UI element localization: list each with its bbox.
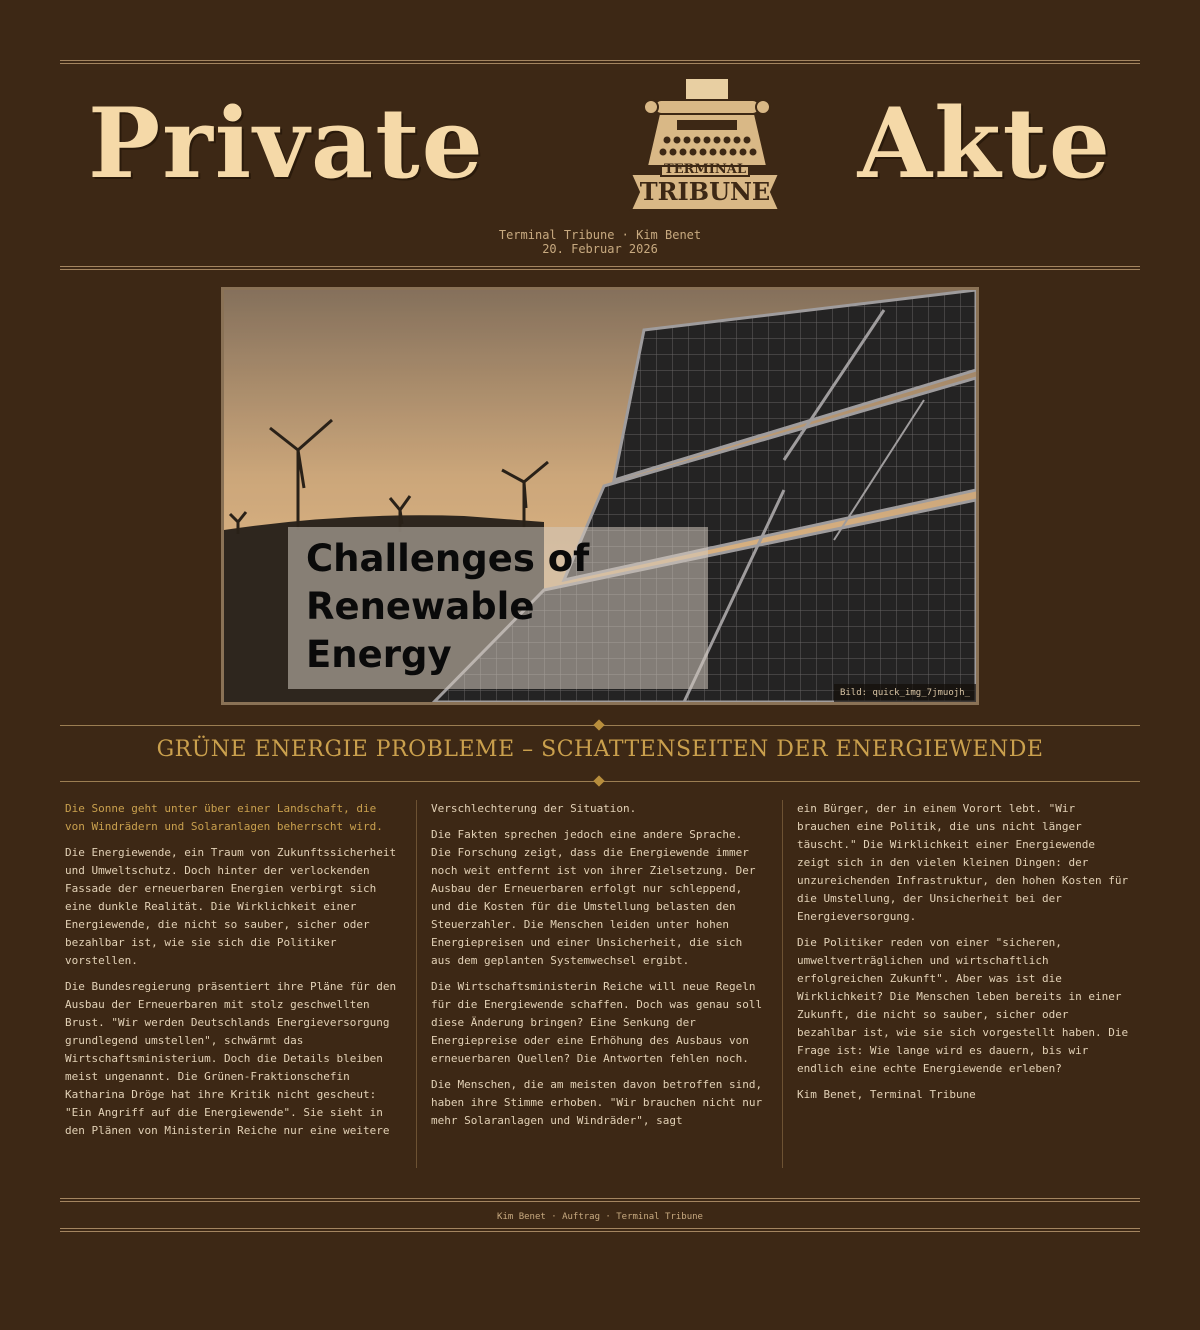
headline-block [60,722,1140,784]
hero-image [221,287,979,705]
article-paragraph: Die Fakten sprechen jedoch eine andere Sprache. Die Forschung zeigt, dass die Energiewende immer noch weit entfernt ist von ihrer Zielsetzung. Der Ausbau der Erneuerbaren erfolgt nur schleppend, und die Kosten für die Umstellung belasten den Steuerzahler. Die Menschen leiden unter hohen Energiepreisen und einer Unsicherheit, die sich aus dem geplanten Systemwechsel ergibt. [431,828,756,967]
footer-rule-top [60,1198,1140,1202]
article-column-2 [431,800,767,1138]
article-signature: Kim Benet, Terminal Tribune [797,1088,976,1101]
article-paragraph: Verschlechterung der Situation. [431,802,637,815]
diamond-ornament-bottom [593,775,604,786]
logo-line-2: TRIBUNE [639,177,771,206]
byline [60,228,1140,256]
footer-rule-bottom [60,1228,1140,1232]
article-lead: Die Sonne geht unter über einer Landschaft, die von Windrädern und Solaranlagen beherrscht wird. [65,802,383,833]
article-paragraph: Die Menschen, die am meisten davon betroffen sind, haben ihre Stimme erhoben. "Wir brauchen nicht nur mehr Solaranlagen und Windräder", sagt [431,1078,763,1127]
diamond-ornament-top [593,719,604,730]
article-headline: GRÜNE ENERGIE PROBLEME – SCHATTENSEITEN DER ENERGIEWENDE [156,737,1044,762]
hero-title: Challenges of Renewable Energy [288,527,708,689]
column-divider [782,800,783,1168]
article-paragraph: Die Wirtschaftsministerin Reiche will neue Regeln für die Energiewende schaffen. Doch was genau soll diese Änderung bringen? Eine Senkung der Energiepreise oder eine Erhöhung des Ausbaus von erneuerbaren Quellen? Die Antworten fehlen noch. [431,980,763,1065]
byline-author: Terminal Tribune · Kim Benet [498,228,702,242]
masthead [60,64,1140,256]
column-divider [416,800,417,1168]
masthead-title-right: Akte [857,87,1112,200]
byline-date: 20. Februar 2026 [542,242,658,256]
masthead-title-left: Private [88,87,485,200]
footer-text: Kim Benet · Auftrag · Terminal Tribune [497,1212,703,1222]
article-column-3 [797,800,1133,1112]
article-paragraph: Die Bundesregierung präsentiert ihre Pläne für den Ausbau der Erneuerbaren mit stolz geschwellten Brust. "Wir werden Deutschlands Energieversorgung grundlegend umstellen", schwärmt das Wirtschaftsministerium. Doch die Details bleiben meist ungenannt. Die Grünen-Fraktionschefin Katharina Dröge hat ihre Kritik nicht gescheut: "Ein Angriff auf die Energiewende". Sie sieht in den Plänen von Ministerin Reiche nur eine weitere [65,980,397,1137]
article-paragraph: ein Bürger, der in einem Vorort lebt. "Wir brauchen eine Politik, die uns nicht länger täuscht." Die Wirklichkeit einer Energiewende zeigt sich in den vielen kleinen Dingen: der unzureichenden Infrastruktur, den hohen Kosten für die Umstellung, der Unsicherheit bei der Energieversorgung. [797,802,1129,923]
newspaper-page [60,60,1140,1222]
masthead-rule [60,266,1140,270]
article-paragraph: Die Politiker reden von einer "sicheren, umweltverträglichen und wirtschaftlich erfolgreichen Zukunft". Aber was ist die Wirklichkeit? Die Menschen leben bereits in einer Zukunft, die nicht so sauber, sicher oder bezahlbar ist, wie sie sich vorgestellt haben. Die Frage ist: Wie lange wird es dauern, bis wir endlich eine echte Energiewende erleben? [797,936,1129,1075]
terminal-tribune-logo [625,74,785,220]
image-credit: Bild: quick_img_7jmuojh_ [834,684,976,702]
article-column-1 [65,800,401,1148]
logo-line-1: TERMINAL [664,162,746,177]
article-paragraph: Die Energiewende, ein Traum von Zukunftssicherheit und Umweltschutz. Doch hinter der verlockenden Fassade der erneuerbaren Energien verbirgt sich eine dunkle Realität. Die Wirklichkeit einer Energiewende, die nicht so sauber, sicher oder bezahlbar ist, wie sie sich die Politiker vorstellen. [65,846,397,967]
article-columns [60,800,1140,1168]
